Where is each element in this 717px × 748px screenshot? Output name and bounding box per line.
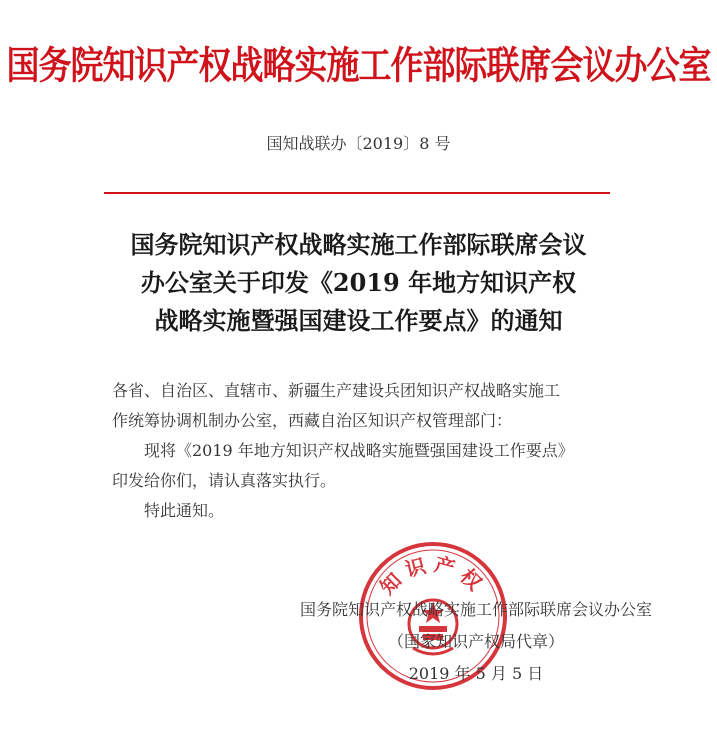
document-title	[0, 226, 717, 340]
red-divider	[104, 192, 610, 194]
letterhead-title: 国务院知识产权战略实施工作部际联席会议办公室	[6, 43, 711, 88]
document-number: 国知战联办〔2019〕8 号	[266, 134, 451, 153]
title-line-2: 办公室关于印发《2019 年地方知识产权	[140, 268, 577, 297]
addressee-line-1: 各省、自治区、直辖市、新疆生产建设兵团知识产权战略实施工	[112, 381, 561, 400]
svg-text:知识产权	[375, 552, 491, 599]
document-body	[112, 376, 632, 526]
signing-note: （国家知识产权局代章）	[387, 632, 564, 651]
signature-block	[236, 594, 676, 690]
paragraph-line-2: 印发给你们，请认真落实执行。	[112, 471, 337, 490]
title-line-3: 战略实施暨强国建设工作要点》的通知	[154, 306, 563, 335]
title-line-1: 国务院知识产权战略实施工作部际联席会议	[130, 230, 587, 259]
addressee-line-2: 作统筹协调机制办公室，西藏自治区知识产权管理部门：	[112, 411, 513, 430]
seal-ring-text: 知识产权	[375, 551, 491, 600]
signing-date: 2019 年 5 月 5 日	[408, 664, 544, 683]
signing-organization: 国务院知识产权战略实施工作部际联席会议办公室	[299, 600, 652, 619]
paragraph-line-1: 现将《2019 年地方知识产权战略实施暨强国建设工作要点》	[144, 441, 574, 460]
closing-line: 特此通知。	[144, 501, 225, 520]
